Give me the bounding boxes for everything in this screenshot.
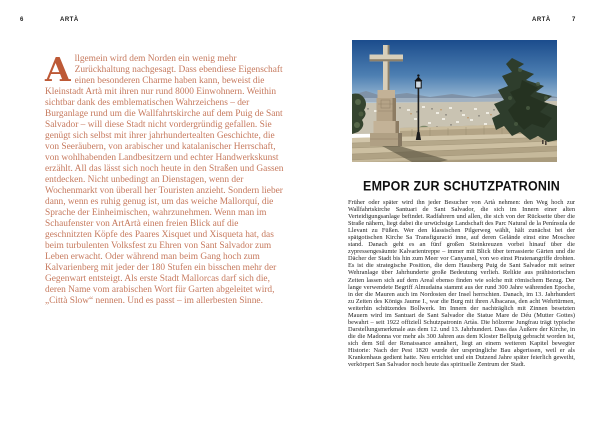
right-article-text: Früher oder später wird ihn jeder Besucher von Artà nehmen: den Weg hoch zur Wallfahrtskirche Santuari de Sant Salvador, die sich im Innern einer alten Verteidigungsanlage befindet. Radfahrern und allen, die sich von der Rückseite über die Straße nähern, liegt dabei die urwüchsige Landschaft des Parc Natural de la Península de Llevant zu Füßen. Wer den klassischen Pilgerweg wählt, hält zunächst bei der spätgotischen Kirche Sa Transfiguració inne, auf deren Gelände einst eine Moschee stand. Danach geht es an fünf großen Steinkreuzen vorbei hinauf über die zypressengesäumte Kalvarientreppe – immer mit Blick über terrassierte Gärten und die Dächer der Stadt bis hin zum Meer vor Canyamel, von wo einst Piratenangriffe drohten. Es ist die strategische Position, die dem Hausberg Puig de Sant Salvador mit seiner Wehranlage über Jahrhunderte große Bedeutung verlieh. Relikte aus prähistorischen Zeiten lassen sich auf dem Areal ebenso finden wie solche mit römischem Bezug. Der lange verwendete Begriff Almudaina stammt aus der rund 300 Jahre währenden Epoche, in der die Mauren auch im Nordosten der Insel herrschten. Danach, im 13. Jahrhundert zu Zeiten des Königs Jaume I., war die Burg mit ihren Albacaras, den acht Wehrtürmen, weiterhin schützendes Bollwerk. Im Innern der nachträglich mit Zinnen besetzten Mauern wird im Santuari de Sant Salvador die Statue Mare de Déu (Mutter Gottes) bewahrt – seit 1922 offiziell Schutzpatronin Artàs. Die hölzerne Jungfrau trägt typische Darstellungsmerkmale aus dem 12. und 13. Jahrhundert. Dass das Äußere der Kirche, in die die Madonna vor mehr als 300 Jahren aus dem Kloster Bellpuig gebracht worden ist, sich dem Stil der Renaissance annähert, liegt an einem weiteren Kapitel bewegter Historie: Nach der Pest 1820 wurde der ursprüngliche Bau abgerissen, weil er als Krankenhaus gedient hatte. Neu errichtet und ein Dutzend Jahre später feierlich geweiht, verkörpert San Salvador noch heute das spirituelle Zentrum der Stadt. [348, 199, 575, 369]
dropcap-letter: A [45, 50, 71, 89]
right-running-header: ARTÀ [532, 17, 551, 23]
left-page-number: 6 [20, 17, 24, 23]
right-page-number: 7 [572, 17, 576, 23]
left-running-header: ARTÀ [60, 17, 79, 23]
section-heading: EMPOR ZUR SCHUTZPATRONIN [363, 178, 560, 194]
left-essay-text: llgemein wird dem Norden ein wenig mehr Zurückhaltung nachgesagt. Dass ebendiese Eigenschaft einen besonderen Charme haben kann, beweist die Kleinstadt Artà mit ihren nur rund 8000 Einwohnern. Weithin sichtbar dank des emblematischen Wahrzeichens – der Burganlage rund um die Wallfahrtskirche auf dem Puig de Sant Salvador – will diese Stadt nicht vordergründig gefallen. Sie genügt sich selbst mit ihrer jahrhundertealten Geschichte, die von Seeräubern, von arabischer und katalanischer Herrschaft, von wohlhabenden Landbesitzern und echter Handwerkskunst erzählt. All das lässt sich noch heute in den Straßen und Gassen entdecken. Nicht unbedingt an Dienstagen, wenn der Wochenmarkt von überall her Touristen anzieht. Sondern lieber dann, wenn es ruhig genug ist, um das weiche Mallorquí, die Sprache der Einheimischen, wahrzunehmen. Wenn man im Schaufenster von ArtArtà einen freien Blick auf die geschnitzten Köpfe des Paares Xisquet und Xisqueta hat, das beim turbulenten Volksfest zu Ehren von Sant Salvador zum Leben erwacht. Oder während man beim Gang hoch zum Kalvarienberg mit jeder der 180 Stufen ein bisschen mehr der Gegenwart entsteigt. Als erste Stadt Mallorcas darf sich die, deren Name vom arabischen Wort für Garten abgeleitet wird, „Città Slow“ nennen. Und es passt – im allerbesten Sinne. [45, 54, 284, 306]
left-essay [45, 50, 287, 307]
photo-cross-hill [352, 40, 557, 162]
